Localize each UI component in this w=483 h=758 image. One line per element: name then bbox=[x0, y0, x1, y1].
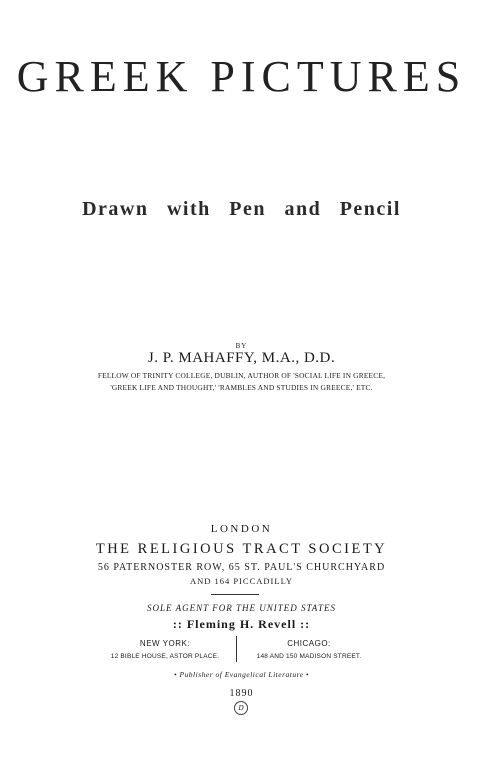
chicago-address bbox=[244, 638, 374, 664]
new-york-address bbox=[100, 638, 230, 664]
author-credentials-line-1: FELLOW OF TRINITY COLLEGE, DUBLIN, AUTHOR OF 'SOCIAL LIFE IN GREECE, bbox=[97, 371, 386, 380]
vertical-divider bbox=[236, 636, 237, 662]
new-york-street: 12 BIBLE HOUSE, ASTOR PLACE. bbox=[110, 653, 220, 660]
publisher-address-line-1: 56 PATERNOSTER ROW, 65 ST. PAUL'S CHURCHYARD bbox=[97, 562, 386, 573]
author-credentials-line-2: 'GREEK LIFE AND THOUGHT,' 'RAMBLES AND STUDIES IN GREECE,' ETC. bbox=[110, 383, 373, 392]
divider-rule bbox=[211, 594, 259, 595]
publisher-address-line-2: AND 164 PICCADILLY bbox=[189, 576, 294, 586]
book-title: GREEK PICTURES bbox=[16, 52, 467, 101]
by-label: BY bbox=[235, 342, 248, 350]
library-stamp: D bbox=[234, 701, 248, 715]
author-name: J. P. MAHAFFY, M.A., D.D. bbox=[147, 350, 336, 366]
imprint-city: LONDON bbox=[210, 523, 273, 535]
book-subtitle: Drawn with Pen and Pencil bbox=[82, 198, 401, 220]
chicago-street: 148 AND 150 MADISON STREET. bbox=[256, 653, 362, 660]
us-agent-label: SOLE AGENT FOR THE UNITED STATES bbox=[147, 603, 336, 613]
us-publisher-name: :: Fleming H. Revell :: bbox=[172, 617, 311, 631]
chicago-city: CHICAGO: bbox=[287, 639, 331, 648]
new-york-city: NEW YORK: bbox=[139, 639, 191, 648]
publication-year: 1890 bbox=[229, 688, 254, 699]
publisher-society: THE RELIGIOUS TRACT SOCIETY bbox=[95, 541, 388, 557]
publisher-tagline: • Publisher of Evangelical Literature • bbox=[173, 670, 310, 679]
